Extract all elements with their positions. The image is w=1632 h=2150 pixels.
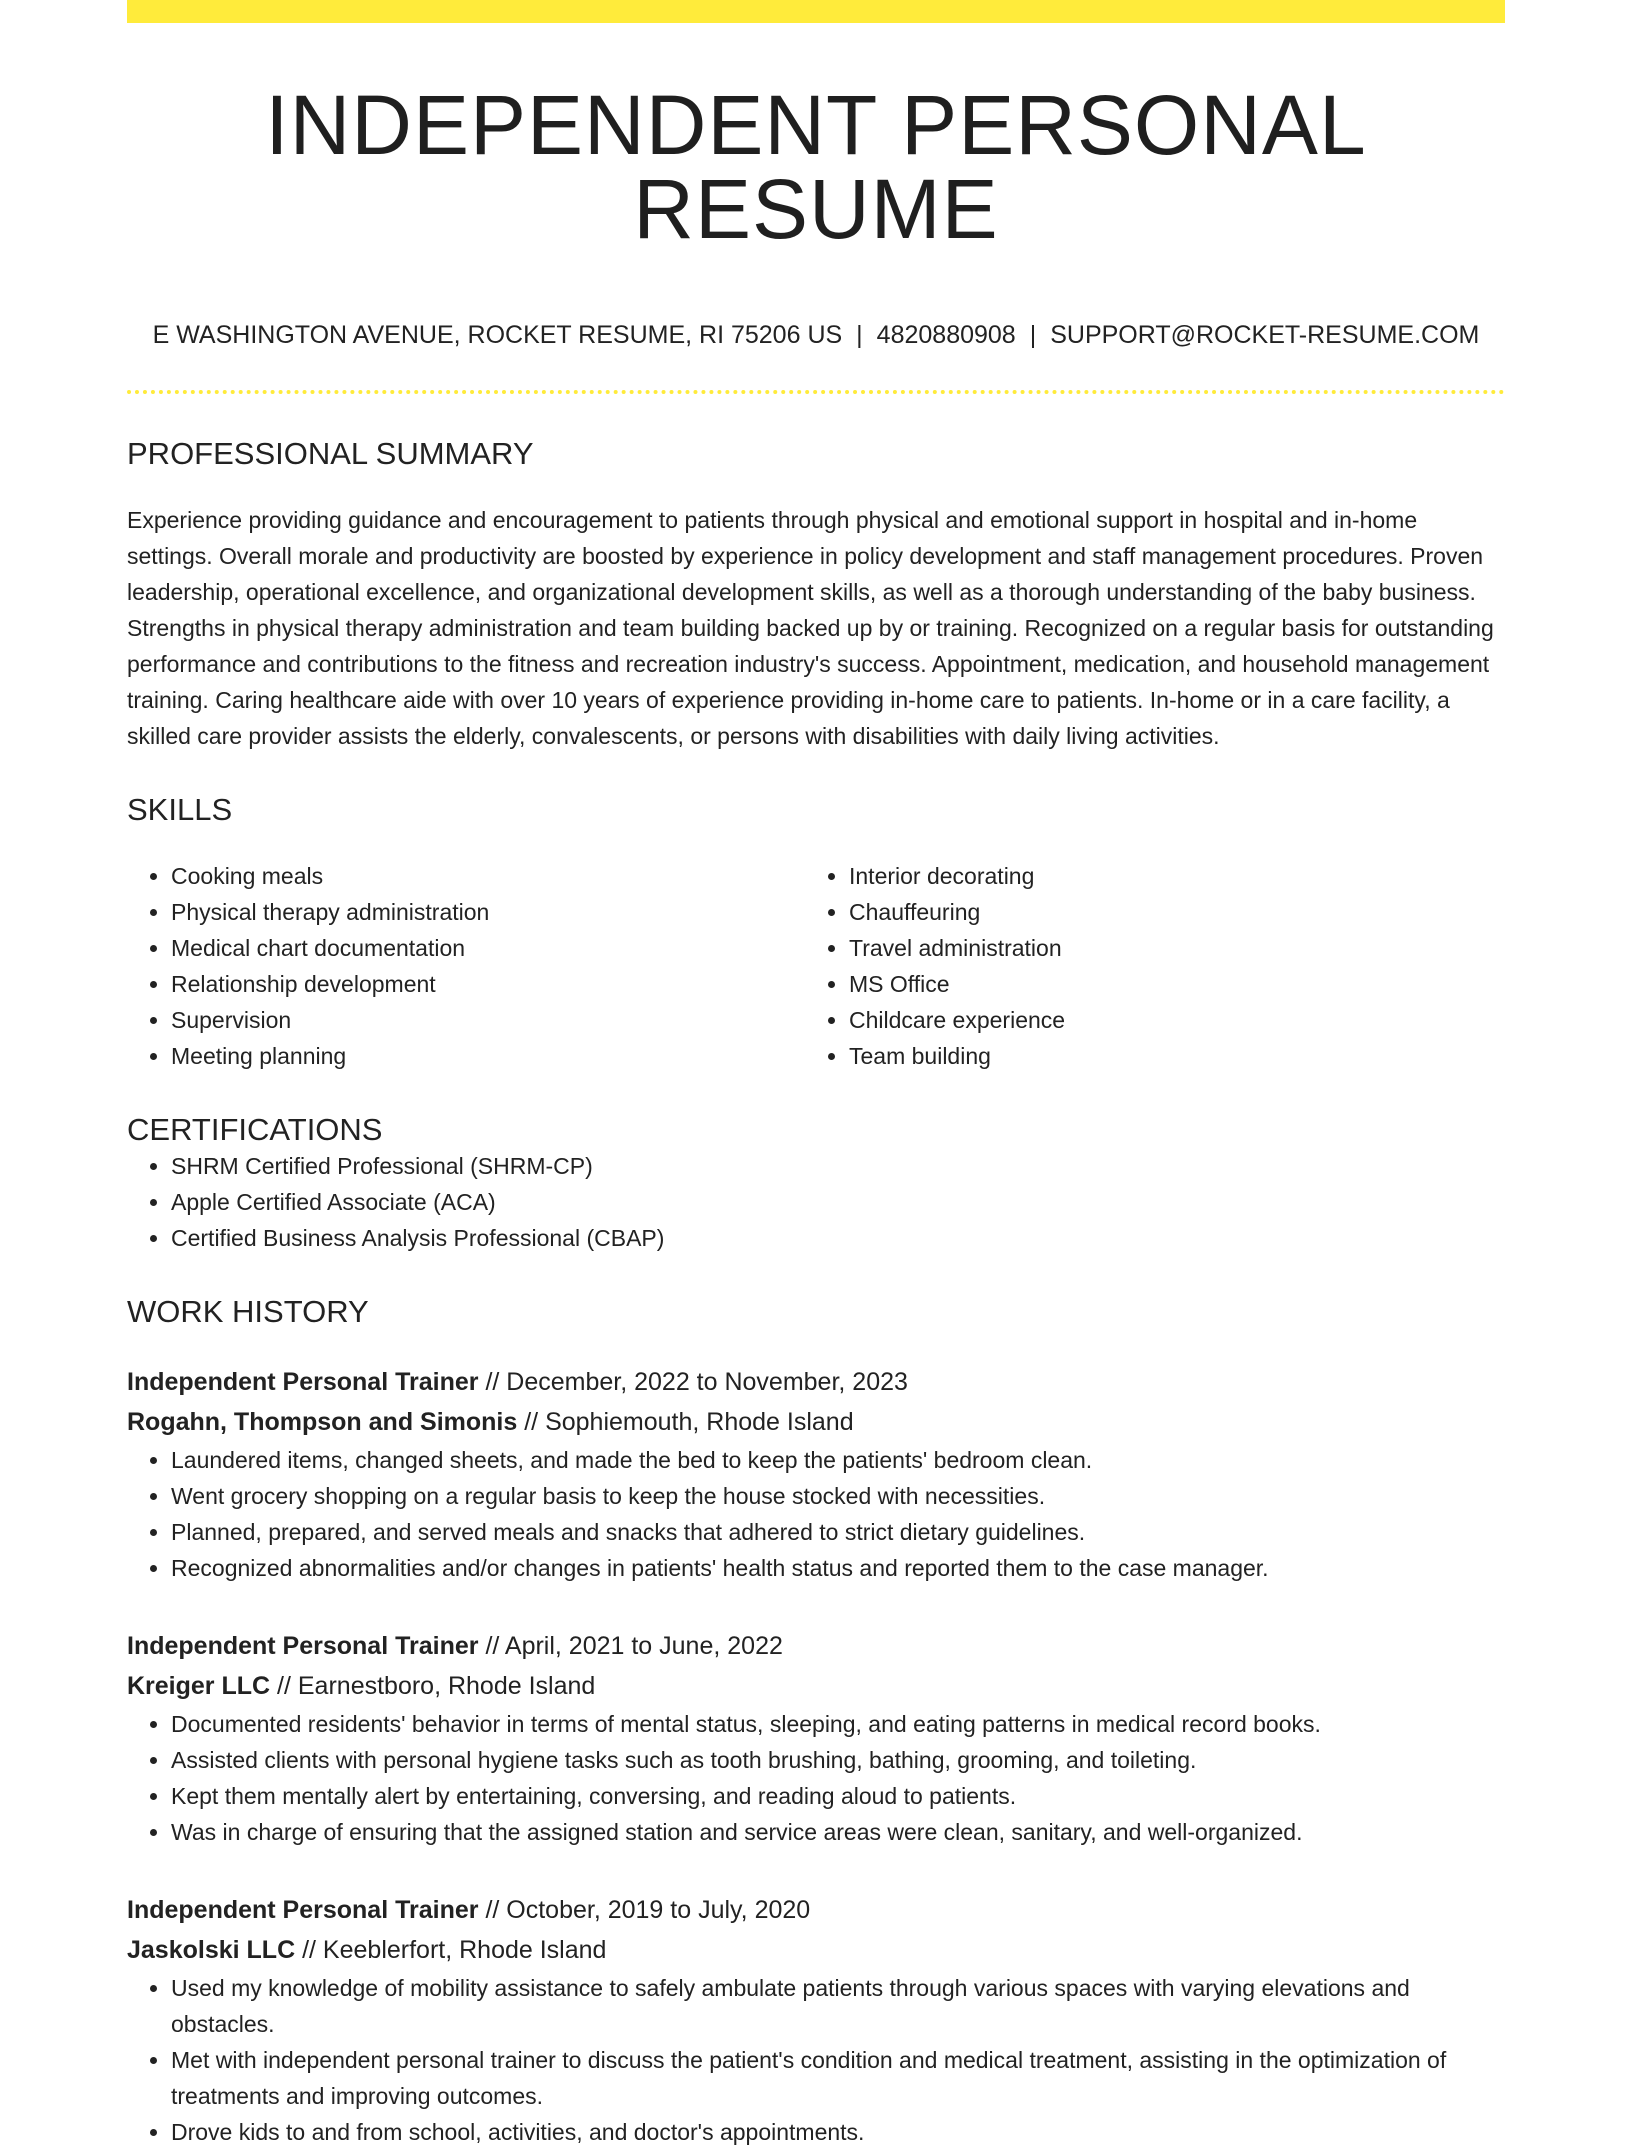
job-entry	[127, 1890, 1505, 2150]
job-duty: • Was in charge of ensuring that the assigned station and service areas were clean, sanitary, and well-organized.	[171, 1814, 1505, 1850]
job-duty: • Planned, prepared, and served meals and snacks that adhered to strict dietary guidelines.	[171, 1514, 1505, 1550]
job-dates: // April, 2021 to June, 2022	[485, 1632, 783, 1660]
job-duty: • Laundered items, changed sheets, and made the bed to keep the patients' bedroom clean.	[171, 1442, 1505, 1478]
job-entry	[127, 1362, 1505, 1586]
skill-item: • Supervision	[171, 1002, 805, 1038]
summary-text: Experience providing guidance and encouragement to patients through physical and emotional support in hospital and in-home settings. Overall morale and productivity are boosted by experience in policy development and staff management procedures. Proven leadership, operational excellence, and organizational development skills, as well as a thorough understanding of the baby business. Strengths in physical therapy administration and team building backed up by or training. Recognized on a regular basis for outstanding performance and contributions to the fitness and recreation industry's success. Appointment, medication, and household management training. Caring healthcare aide with over 10 years of experience providing in-home care to patients. In-home or in a care facility, a skilled care provider assists the elderly, convalescents, or persons with disabilities with daily living activities.	[127, 507, 1494, 749]
certification-item: • Apple Certified Associate (ACA)	[171, 1184, 1505, 1220]
job-role: Independent Personal Trainer	[127, 1896, 479, 1924]
resume-title: INDEPENDENT PERSONAL RESUME	[265, 78, 1367, 256]
job-duty: • Used my knowledge of mobility assistance to safely ambulate patients through various spaces with varying elevations and obstacles.	[171, 1970, 1505, 2042]
job-duty: • Assisted clients with personal hygiene tasks such as tooth brushing, bathing, grooming, and toileting.	[171, 1742, 1505, 1778]
skill-item: • Meeting planning	[171, 1038, 805, 1074]
certification-item: • SHRM Certified Professional (SHRM-CP)	[171, 1148, 1505, 1184]
skill-item: • Chauffeuring	[849, 894, 1483, 930]
job-company-line	[127, 1666, 1505, 1706]
job-dates: // December, 2022 to November, 2023	[485, 1368, 908, 1396]
skills-list	[127, 858, 1505, 1074]
dotted-divider	[127, 390, 1505, 394]
certifications-heading: CERTIFICATIONS	[127, 1112, 383, 1147]
certification-item: • Certified Business Analysis Professional (CBAP)	[171, 1220, 1505, 1256]
skill-item: • MS Office	[849, 966, 1483, 1002]
job-duty: • Went grocery shopping on a regular basis to keep the house stocked with necessities.	[171, 1478, 1505, 1514]
job-title-line	[127, 1890, 1505, 1930]
job-duty: • Kept them mentally alert by entertaining, conversing, and reading aloud to patients.	[171, 1778, 1505, 1814]
job-duties	[127, 1442, 1505, 1586]
job-entry	[127, 1626, 1505, 1850]
job-duty: • Drove kids to and from school, activities, and doctor's appointments.	[171, 2114, 1505, 2150]
job-location: // Keeblerfort, Rhode Island	[302, 1936, 607, 1964]
skills-column-right	[805, 858, 1483, 1074]
skill-item: • Travel administration	[849, 930, 1483, 966]
job-duties	[127, 1706, 1505, 1850]
skill-item: • Physical therapy administration	[171, 894, 805, 930]
top-accent-bar	[127, 0, 1505, 23]
separator: |	[1029, 321, 1037, 349]
job-duties	[127, 1970, 1505, 2150]
skill-item: • Team building	[849, 1038, 1483, 1074]
address: E WASHINGTON AVENUE, ROCKET RESUME, RI 75206 US	[152, 321, 843, 349]
skill-item: • Cooking meals	[171, 858, 805, 894]
job-company: Rogahn, Thompson and Simonis	[127, 1408, 518, 1436]
skills-column-left	[127, 858, 805, 1074]
job-title-line	[127, 1626, 1505, 1666]
work-history-heading: WORK HISTORY	[127, 1294, 369, 1329]
skill-item: • Interior decorating	[849, 858, 1483, 894]
separator: |	[856, 321, 863, 349]
summary-heading: PROFESSIONAL SUMMARY	[127, 436, 534, 471]
job-role: Independent Personal Trainer	[127, 1632, 479, 1660]
job-company: Kreiger LLC	[127, 1672, 271, 1700]
job-duty: • Met with independent personal trainer to discuss the patient's condition and medical treatment, assisting in the optimization of treatments and improving outcomes.	[171, 2042, 1505, 2114]
skill-item: • Childcare experience	[849, 1002, 1483, 1038]
job-location: // Sophiemouth, Rhode Island	[524, 1408, 854, 1436]
job-company-line	[127, 1930, 1505, 1970]
certifications-list	[127, 1148, 1505, 1256]
skill-item: • Medical chart documentation	[171, 930, 805, 966]
job-company-line	[127, 1402, 1505, 1442]
job-location: // Earnestboro, Rhode Island	[277, 1672, 596, 1700]
skill-item: • Relationship development	[171, 966, 805, 1002]
job-title-line	[127, 1362, 1505, 1402]
job-company: Jaskolski LLC	[127, 1936, 296, 1964]
job-role: Independent Personal Trainer	[127, 1368, 479, 1396]
email: SUPPORT@ROCKET-RESUME.COM	[1050, 321, 1480, 349]
phone: 4820880908	[876, 321, 1016, 349]
resume-page	[127, 0, 1505, 2150]
job-dates: // October, 2019 to July, 2020	[485, 1896, 811, 1924]
job-duty: • Recognized abnormalities and/or changes in patients' health status and reported them to the case manager.	[171, 1550, 1505, 1586]
contact-line	[127, 321, 1505, 350]
skills-heading: SKILLS	[127, 792, 233, 827]
job-duty: • Documented residents' behavior in terms of mental status, sleeping, and eating patterns in medical record books.	[171, 1706, 1505, 1742]
